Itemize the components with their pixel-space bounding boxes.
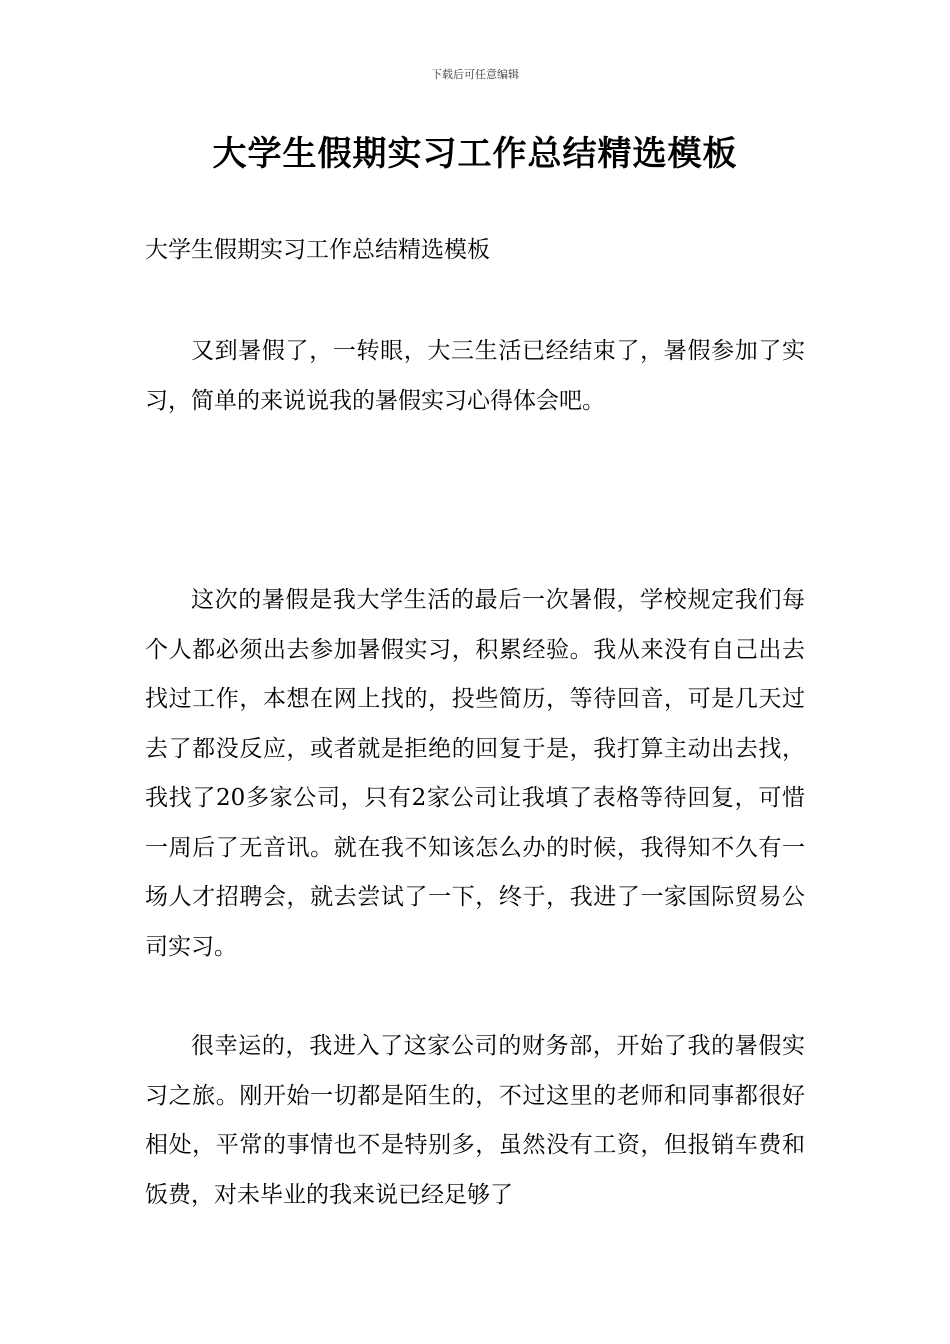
document-subtitle: 大学生假期实习工作总结精选模板 — [145, 237, 490, 263]
paragraph-1: 又到暑假了，一转眼，大三生活已经结束了，暑假参加了实习，简单的来说说我的暑假实习心得体会吧。 — [145, 338, 805, 414]
header-note: 下载后可任意编辑 — [431, 68, 519, 81]
paragraph-2: 这次的暑假是我大学生活的最后一次暑假，学校规定我们每个人都必须出去参加暑假实习，积累经验。我从来没有自己出去找过工作，本想在网上找的，投些简历，等待回音，可是几天过去了都没反应，或者就是拒绝的回复于是，我打算主动出去找，我找了20多家公司，只有2家公司让我填了表格等待回复，可惜一周后了无音讯。就在我不知该怎么办的时候，我得知不久有一场人才招聘会，就去尝试了一下，终于，我进了一家国际贸易公司实习。 — [145, 587, 805, 960]
paragraph-3: 很幸运的，我进入了这家公司的财务部，开始了我的暑假实习之旅。刚开始一切都是陌生的，不过这里的老师和同事都很好相处，平常的事情也不是特别多，虽然没有工资，但报销车费和饭费，对未毕业的我来说已经足够了 — [145, 1033, 805, 1208]
document-title: 大学生假期实习工作总结精选模板 — [212, 134, 738, 174]
